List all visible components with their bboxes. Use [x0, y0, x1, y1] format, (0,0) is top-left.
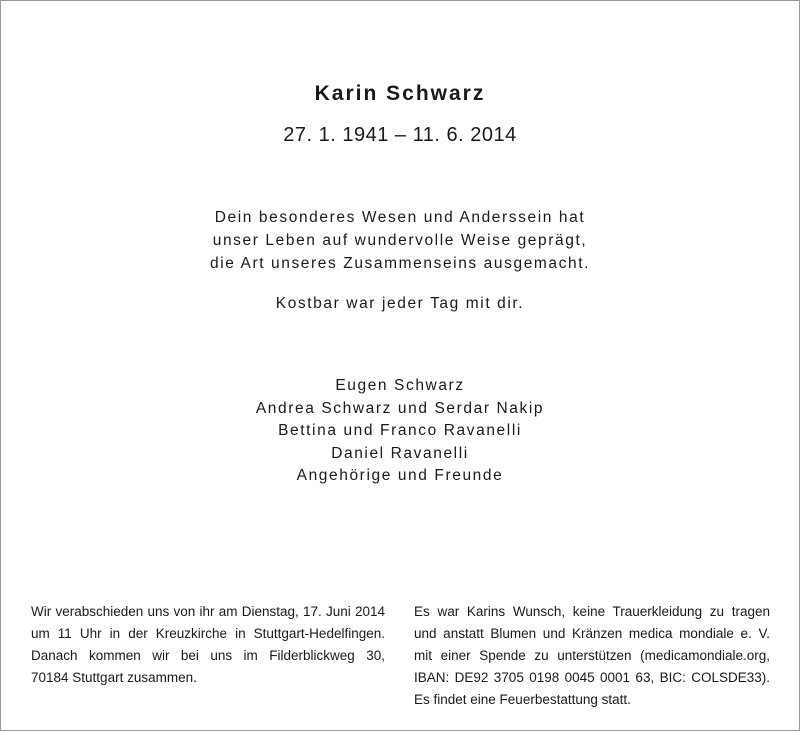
- mourner-name: Eugen Schwarz: [335, 377, 465, 394]
- wishes-line: IBAN: DE92 3705 0198 0045 0001 63, BIC: COLSDE33).: [414, 670, 770, 685]
- wishes-line: Es findet eine Feuerbestattung statt.: [414, 692, 631, 707]
- verse-line: Dein besonderes Wesen und Anderssein hat: [214, 209, 586, 226]
- wishes-line: Es war Karins Wunsch, keine Trauerkleidung zu tragen: [414, 604, 770, 619]
- mourners-list: [0, 375, 800, 488]
- funeral-info: [31, 601, 385, 689]
- life-dates: 27. 1. 1941 – 11. 6. 2014: [283, 124, 517, 146]
- mourner-name: Andrea Schwarz und Serdar Nakip: [255, 399, 545, 417]
- deceased-name: Karin Schwarz: [314, 82, 486, 105]
- wishes-line: und anstatt Blumen und Kränzen medica mondiale e. V.: [414, 626, 770, 641]
- funeral-info-line: 70184 Stuttgart zusammen.: [31, 670, 197, 685]
- verse-line: unser Leben auf wundervolle Weise geprägt,: [212, 232, 588, 249]
- memorial-verse: [0, 206, 800, 315]
- mourner-name: Angehörige und Freunde: [296, 467, 504, 484]
- mourner-name: Bettina und Franco Ravanelli: [278, 422, 522, 439]
- funeral-info-line: Wir verabschieden uns von ihr am Dienstag, 17. Juni 2014: [31, 604, 385, 619]
- funeral-info-line: um 11 Uhr in der Kreuzkirche in Stuttgart-Hedelfingen.: [31, 626, 385, 641]
- funeral-info-line: Danach kommen wir bei uns im Filderblickweg 30,: [31, 648, 385, 663]
- mourner-name: Daniel Ravanelli: [331, 444, 469, 462]
- verse-line: die Art unseres Zusammenseins ausgemacht.: [209, 255, 591, 272]
- wishes-info: [414, 601, 770, 711]
- verse-closing: Kostbar war jeder Tag mit dir.: [275, 295, 525, 312]
- wishes-line: mit einer Spende zu unterstützen (medicamondiale.org,: [414, 648, 770, 663]
